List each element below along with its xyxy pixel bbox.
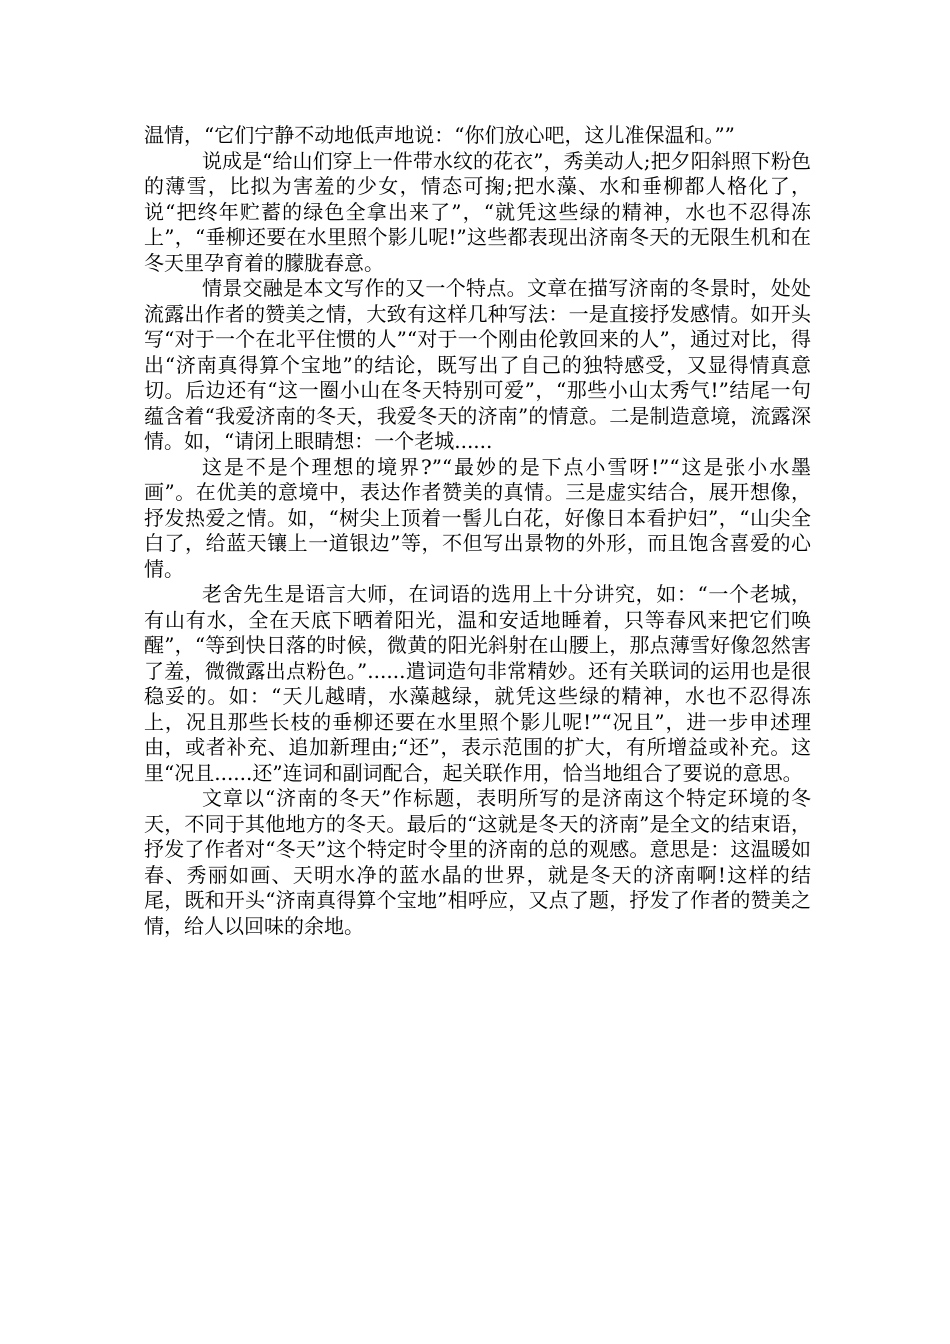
paragraph-emotion-scene: 情景交融是本文写作的又一个特点。文章在描写济南的冬景时，处处流露出作者的赞美之情，大致有这样几种写法：一是直接抒发感情。如开头写“对于一个在北平住惯的人”“对于一个刚由伦敦回来的人”，通过对比，得出“济南真得算个宝地”的结论，既写出了自己的独特感受，又显得情真意切。后边还有“这一圈小山在冬天特别可爱”，“那些小山太秀气!”结尾一句蕴含着“我爱济南的冬天，我爱冬天的济南”的情意。二是制造意境，流露深情。如，“请闭上眼睛想：一个老城......	[144, 276, 811, 453]
document-body	[144, 123, 811, 939]
paragraph-imagery: 这是不是个理想的境界?”“最妙的是下点小雪呀!”“这是张小水墨画”。在优美的意境中，表达作者赞美的真情。三是虚实结合，展开想像，抒发热爱之情。如，“树尖上顶着一髻儿白花，好像日本看护妇”，“山尖全白了，给蓝天镶上一道银边”等，不但写出景物的外形，而且饱含喜爱的心情。	[144, 454, 811, 581]
paragraph-personification: 说成是“给山们穿上一件带水纹的花衣”，秀美动人;把夕阳斜照下粉色的薄雪，比拟为害羞的少女，情态可掬;把水藻、水和垂柳都人格化了，说“把终年贮蓄的绿色全拿出来了”，“就凭这些绿的精神，水也不忍得冻上”，“垂柳还要在水里照个影儿呢!”这些都表现出济南冬天的无限生机和在冬天里孕育着的朦胧春意。	[144, 148, 811, 275]
paragraph-language: 老舍先生是语言大师，在词语的选用上十分讲究，如：“一个老城，有山有水，全在天底下晒着阳光，温和安适地睡着，只等春风来把它们唤醒”，“等到快日落的时候，微黄的阳光斜射在山腰上，那点薄雪好像忽然害了羞，微微露出点粉色。”......遣词造句非常精妙。还有关联词的运用也是很稳妥的。如：“天儿越晴，水藻越绿，就凭这些绿的精神，水也不忍得冻上，况且那些长枝的垂柳还要在水里照个影儿呢!”“况且”，进一步申述理由，或者补充、追加新理由;“还”，表示范围的扩大，有所增益或补充。这里“况且......还”连词和副词配合，起关联作用，恰当地组合了要说的意思。	[144, 582, 811, 785]
paragraph-continuation: 温情，“它们宁静不动地低声地说：“你们放心吧，这儿准保温和。””	[144, 123, 735, 147]
paragraph-title-ending: 文章以“济南的冬天”作标题，表明所写的是济南这个特定环境的冬天，不同于其他地方的冬天。最后的“这就是冬天的济南”是全文的结束语，抒发了作者对“冬天”这个特定时令里的济南的总的观感。意思是：这温暖如春、秀丽如画、天明水净的蓝水晶的世界，就是冬天的济南啊!这样的结尾，既和开头“济南真得算个宝地”相呼应，又点了题，抒发了作者的赞美之情，给人以回味的余地。	[144, 786, 811, 938]
